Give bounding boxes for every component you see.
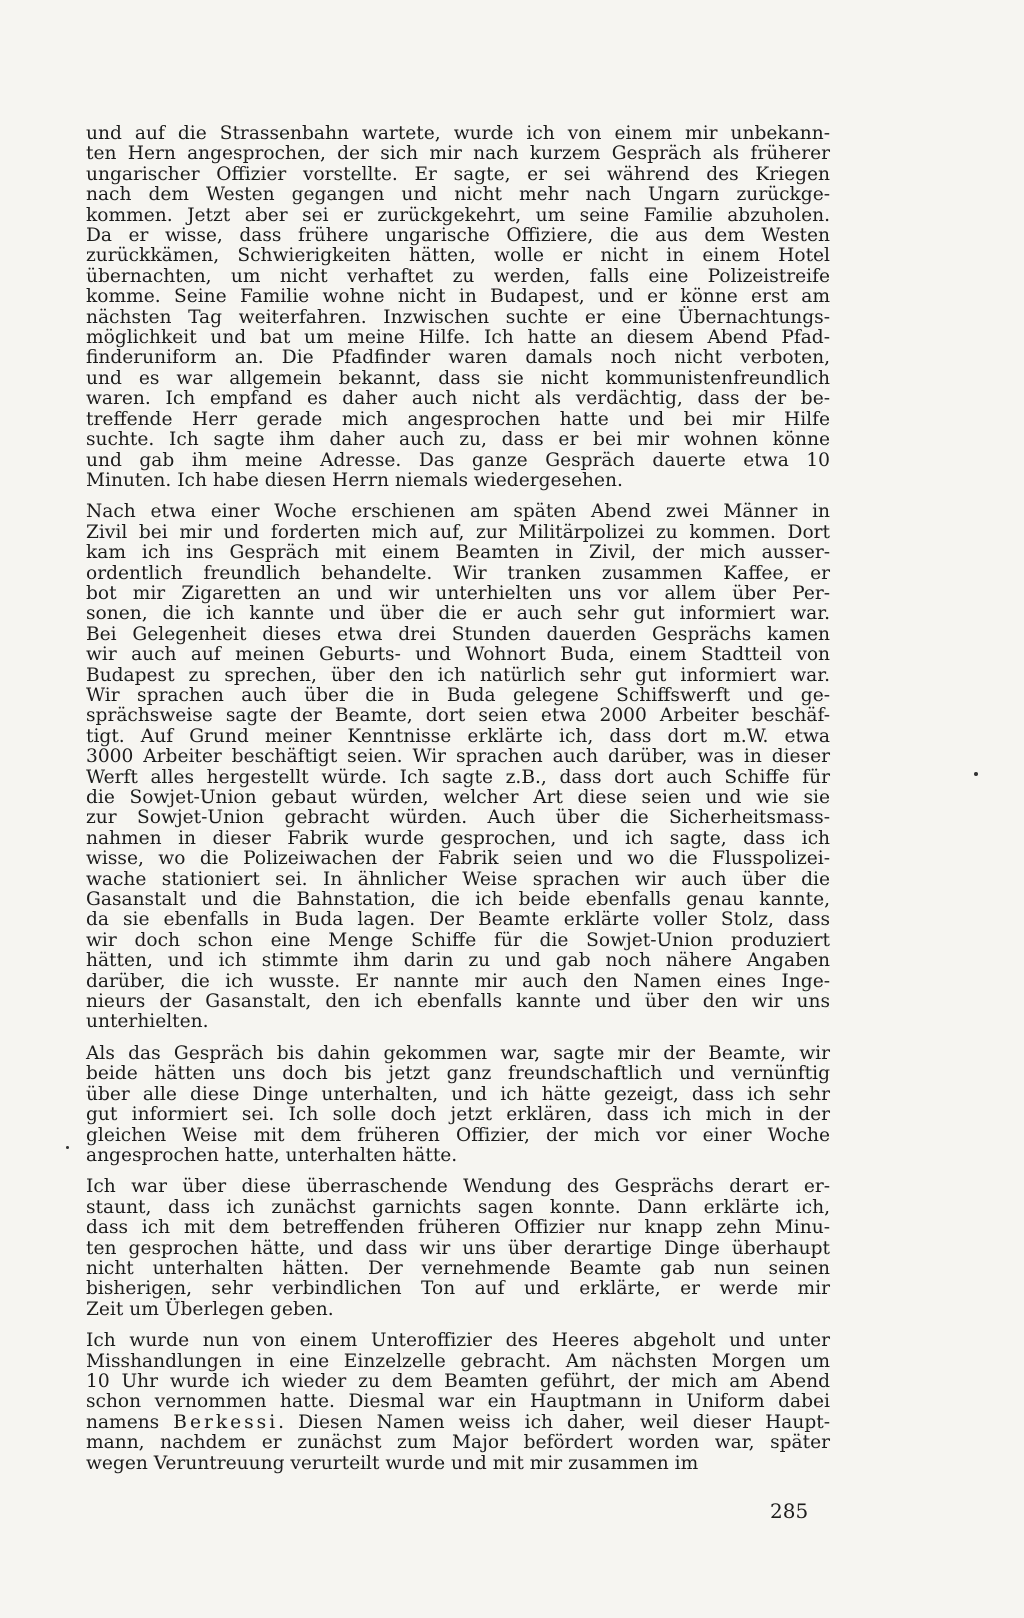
text-line: mann, nachdem er zunächst zum Major befördert worden war, später [86, 1432, 830, 1454]
speck-mark [974, 772, 978, 776]
text-line: ten Hern angesprochen, der sich mir nach kurzem Gespräch als früherer [86, 143, 830, 165]
text-line: über alle diese Dinge unterhalten, und ich hätte gezeigt, dass ich sehr [86, 1083, 830, 1105]
text-line: gut informiert sei. Ich solle doch jetzt erklären, dass ich mich in der [86, 1104, 830, 1126]
text-line: treffende Herr gerade mich angesprochen hatte und bei mir Hilfe [86, 408, 830, 430]
text-line: Budapest zu sprechen, über den ich natürlich sehr gut informiert war. [86, 664, 830, 686]
paragraph [86, 1044, 830, 1166]
paragraph [86, 502, 830, 1033]
text-line: wisse, wo die Polizeiwachen der Fabrik seien und wo die Flusspolizei- [86, 848, 830, 870]
text-line: kam ich ins Gespräch mit einem Beamten in Zivil, der mich ausser- [86, 542, 830, 564]
text-line: und gab ihm meine Adresse. Das ganze Gespräch dauerte etwa 10 [86, 449, 830, 471]
text-line: Ich wurde nun von einem Unteroffizier des Heeres abgeholt und unter [86, 1330, 830, 1352]
page-body [86, 124, 830, 1485]
text-line: Zeit um Überlegen geben. [86, 1298, 334, 1320]
text-line: kommen. Jetzt aber sei er zurückgekehrt, um seine Familie abzuholen. [86, 204, 830, 226]
text-line: wegen Veruntreuung verurteilt wurde und mit mir zusammen im [86, 1452, 699, 1474]
text-line: die Sowjet-Union gebaut würden, welcher Art diese seien und wie sie [86, 787, 830, 808]
text-line: Als das Gespräch bis dahin gekommen war, sagte mir der Beamte, wir [86, 1042, 830, 1064]
text-line: suchte. Ich sagte ihm daher auch zu, dass er bei mir wohnen könne [86, 429, 830, 451]
page-number: 285 [770, 1499, 809, 1523]
speck-mark [66, 1146, 69, 1149]
text-line: übernachten, um nicht verhaftet zu werden, falls eine Polizeistreife [86, 265, 830, 287]
text-line: bot mir Zigaretten an und wir unterhielten uns vor allem über Per- [86, 582, 830, 604]
spaced-name: Berkessi [173, 1411, 279, 1433]
paragraph [86, 124, 830, 491]
text-line: Misshandlungen in eine Einzelzelle gebracht. Am nächsten Morgen um [86, 1350, 830, 1372]
text-line: Zivil bei mir und forderten mich auf, zur Militärpolizei zu kommen. Dort [86, 521, 830, 543]
text-line: Werft alles hergestellt würde. Ich sagte z.B., dass dort auch Schiffe für [86, 766, 830, 788]
text-line: sonen, die ich kannte und über die er auch sehr gut informiert war. [86, 603, 830, 625]
text-line: dass ich mit dem betreffenden früheren Offizier nur knapp zehn Minu- [86, 1217, 830, 1239]
text-line: 3000 Arbeiter beschäftigt seien. Wir sprachen auch darüber, was in dieser [86, 746, 830, 768]
text-line: wir auch auf meinen Geburts- und Wohnort Buda, einem Stadtteil von [86, 644, 830, 666]
text-line: Gasanstalt und die Bahnstation, die ich beide ebenfalls genau kannte, [86, 889, 830, 911]
text-line: Bei Gelegenheit dieses etwa drei Stunden dauerden Gesprächs kamen [86, 623, 830, 645]
text-line: schon vernommen hatte. Diesmal war ein Hauptmann in Uniform dabei [86, 1391, 830, 1413]
text-line: ungarischer Offizier vorstellte. Er sagte, er sei während des Kriegen [86, 163, 830, 185]
text-line: hätten, und ich stimmte ihm darin zu und gab noch nähere Angaben [86, 950, 830, 972]
text-line: staunt, dass ich zunächst garnichts sagen konnte. Dann erklärte ich, [86, 1196, 830, 1218]
text-line: und es war allgemein bekannt, dass sie nicht kommunistenfreundlich [86, 367, 830, 389]
paragraph [86, 1331, 830, 1474]
text-line: namens Berkessi. Diesen Namen weiss ich daher, weil dieser Haupt- [86, 1411, 831, 1433]
text-line: gleichen Weise mit dem früheren Offizier, der mich vor einer Woche [86, 1124, 830, 1146]
text-line: nicht unterhalten hätten. Der vernehmende Beamte gab nun seinen [86, 1257, 830, 1279]
text-line: Minuten. Ich habe diesen Herrn niemals wiedergesehen. [86, 469, 623, 491]
text-line: waren. Ich empfand es daher auch nicht als verdächtig, dass der be- [86, 388, 830, 410]
text-line: zur Sowjet-Union gebracht würden. Auch über die Sicherheitsmass- [86, 807, 830, 829]
text-line: nächsten Tag weiterfahren. Inzwischen suchte er eine Übernachtungs- [86, 306, 830, 328]
text-line: bisherigen, sehr verbindlichen Ton auf und erklärte, er werde mir [86, 1278, 830, 1300]
paragraph [86, 1177, 830, 1320]
text-line: unterhielten. [86, 1011, 209, 1033]
text-line: tigt. Auf Grund meiner Kenntnisse erklärte ich, dass dort m.W. etwa [86, 725, 830, 747]
text-line: nach dem Westen gegangen und nicht mehr nach Ungarn zurückge- [86, 184, 830, 206]
text-line: wir doch schon eine Menge Schiffe für die Sowjet-Union produziert [86, 929, 830, 951]
text-line: komme. Seine Familie wohne nicht in Budapest, und er könne erst am [86, 286, 830, 308]
text-line: zurückkämen, Schwierigkeiten hätten, wolle er nicht in einem Hotel [86, 245, 830, 267]
text-line: und auf die Strassenbahn wartete, wurde ich von einem mir unbekann- [86, 123, 830, 144]
text-line: da sie ebenfalls in Buda lagen. Der Beamte erklärte voller Stolz, dass [86, 909, 830, 931]
text-line: wache stationiert sei. In ähnlicher Weise sprachen wir auch über die [86, 868, 830, 890]
text-line: finderuniform an. Die Pfadfinder waren damals noch nicht verboten, [86, 347, 830, 369]
text-line: angesprochen hatte, unterhalten hätte. [86, 1144, 458, 1166]
text-line: sprächsweise sagte der Beamte, dort seien etwa 2000 Arbeiter beschäf- [86, 705, 830, 727]
text-line: Nach etwa einer Woche erschienen am späten Abend zwei Männer in [86, 501, 830, 523]
text-line: Wir sprachen auch über die in Buda gelegene Schiffswerft und ge- [86, 684, 830, 706]
text-line: ten gesprochen hätte, und dass wir uns über derartige Dinge überhaupt [86, 1237, 830, 1259]
text-body [86, 124, 830, 1474]
text-line: nahmen in dieser Fabrik wurde gesprochen, und ich sagte, dass ich [86, 827, 830, 849]
text-line: Ich war über diese überraschende Wendung des Gesprächs derart er- [86, 1176, 830, 1198]
text-line: ordentlich freundlich behandelte. Wir tranken zusammen Kaffee, er [86, 562, 830, 584]
text-line: möglichkeit und bat um meine Hilfe. Ich hatte an diesem Abend Pfad- [86, 327, 830, 349]
text-line: beide hätten uns doch bis jetzt ganz freundschaftlich und vernünftig [86, 1063, 830, 1085]
text-line: Da er wisse, dass frühere ungarische Offiziere, die aus dem Westen [86, 225, 830, 247]
text-line: darüber, die ich wusste. Er nannte mir auch den Namen eines Inge- [86, 970, 830, 992]
text-line: nieurs der Gasanstalt, den ich ebenfalls kannte und über den wir uns [86, 991, 830, 1013]
text-line: 10 Uhr wurde ich wieder zu dem Beamten geführt, der mich am Abend [86, 1370, 830, 1392]
